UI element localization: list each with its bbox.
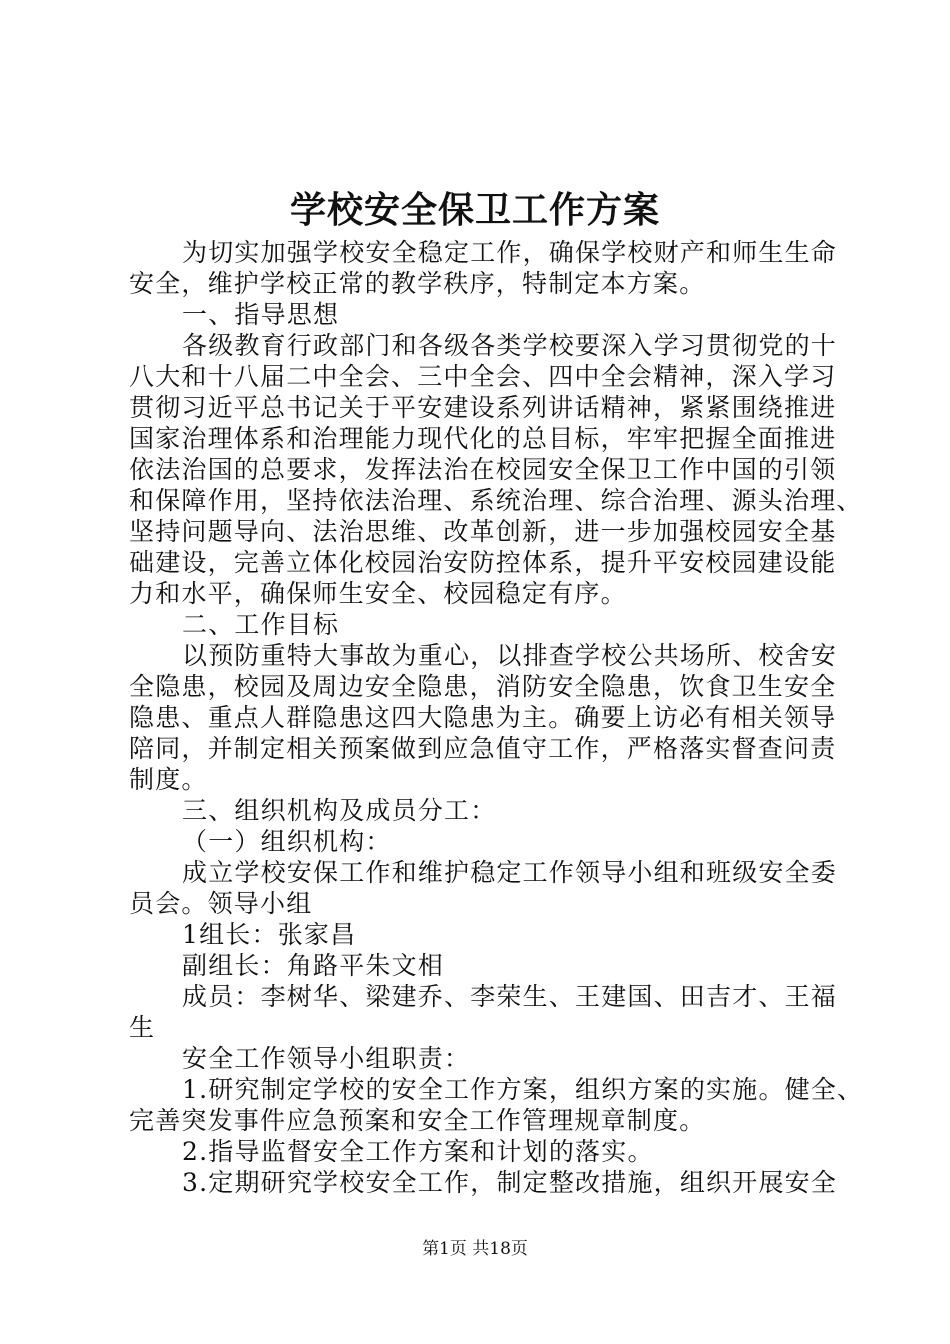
paragraph-line: 安全，维护学校正常的教学秩序，特制定本方案。 <box>129 269 706 298</box>
paragraph-line: 副组长：角路平朱文相 <box>182 951 445 980</box>
paragraph-line: 为切实加强学校安全稳定工作，确保学校财产和师生生命 <box>182 238 838 267</box>
paragraph-line: 国家治理体系和治理能力现代化的总目标，牢牢把握全面推进 <box>129 424 837 453</box>
section-heading: 三、组织机构及成员分工： <box>182 796 497 825</box>
section-heading: 二、工作目标 <box>182 610 340 639</box>
paragraph-line: 以预防重特大事故为重心，以排查学校公共场所、校舍安 <box>182 641 838 670</box>
paragraph-line: 八大和十八届二中全会、三中全会、四中全会精神，深入学习 <box>129 362 837 391</box>
paragraph-line: 1组长：张家昌 <box>182 920 357 949</box>
paragraph-line: 成立学校安保工作和维护稳定工作领导小组和班级安全委 <box>182 858 838 887</box>
paragraph-line: 安全工作领导小组职责： <box>182 1044 471 1073</box>
section-heading: 一、指导思想 <box>182 300 340 329</box>
paragraph-line: 和保障作用，坚持依法治理、系统治理、综合治理、源头治理、 <box>129 486 863 515</box>
page-number-footer: 第1页 共18页 <box>422 1239 528 1259</box>
subsection-heading: （一）组织机构： <box>182 827 392 856</box>
paragraph-line: 生 <box>129 1013 156 1042</box>
paragraph-line: 础建设，完善立体化校园治安防控体系，提升平安校园建设能 <box>129 548 837 577</box>
paragraph-line: 隐患、重点人群隐患这四大隐患为主。确要上访必有相关领导 <box>129 703 837 732</box>
paragraph-line: 员会。领导小组 <box>129 889 313 918</box>
paragraph-line: 成员：李树华、梁建乔、李荣生、王建国、田吉才、王福 <box>182 982 838 1011</box>
paragraph-line: 1.研究制定学校的安全工作方案，组织方案的实施。健全、 <box>182 1075 864 1104</box>
paragraph-line: 各级教育行政部门和各级各类学校要深入学习贯彻党的十 <box>182 331 838 360</box>
paragraph-line: 力和水平，确保师生安全、校园稳定有序。 <box>129 579 627 608</box>
paragraph-line: 制度。 <box>129 765 208 794</box>
paragraph-line: 全隐患，校园及周边安全隐患，消防安全隐患，饮食卫生安全 <box>129 672 837 701</box>
paragraph-line: 贯彻习近平总书记关于平安建设系列讲话精神，紧紧围绕推进 <box>129 393 837 422</box>
paragraph-line: 完善突发事件应急预案和安全工作管理规章制度。 <box>129 1106 706 1135</box>
paragraph-line: 陪同，并制定相关预案做到应急值守工作，严格落实督查问责 <box>129 734 837 763</box>
paragraph-line: 坚持问题导向、法治思维、改革创新，进一步加强校园安全基 <box>129 517 837 546</box>
paragraph-line: 3.定期研究学校安全工作，制定整改措施，组织开展安全 <box>182 1168 838 1197</box>
paragraph-line: 依法治国的总要求，发挥法治在校园安全保卫工作中国的引领 <box>129 455 837 484</box>
document-title: 学校安全保卫工作方案 <box>289 189 660 231</box>
paragraph-line: 2.指导监督安全工作方案和计划的落实。 <box>182 1137 654 1166</box>
